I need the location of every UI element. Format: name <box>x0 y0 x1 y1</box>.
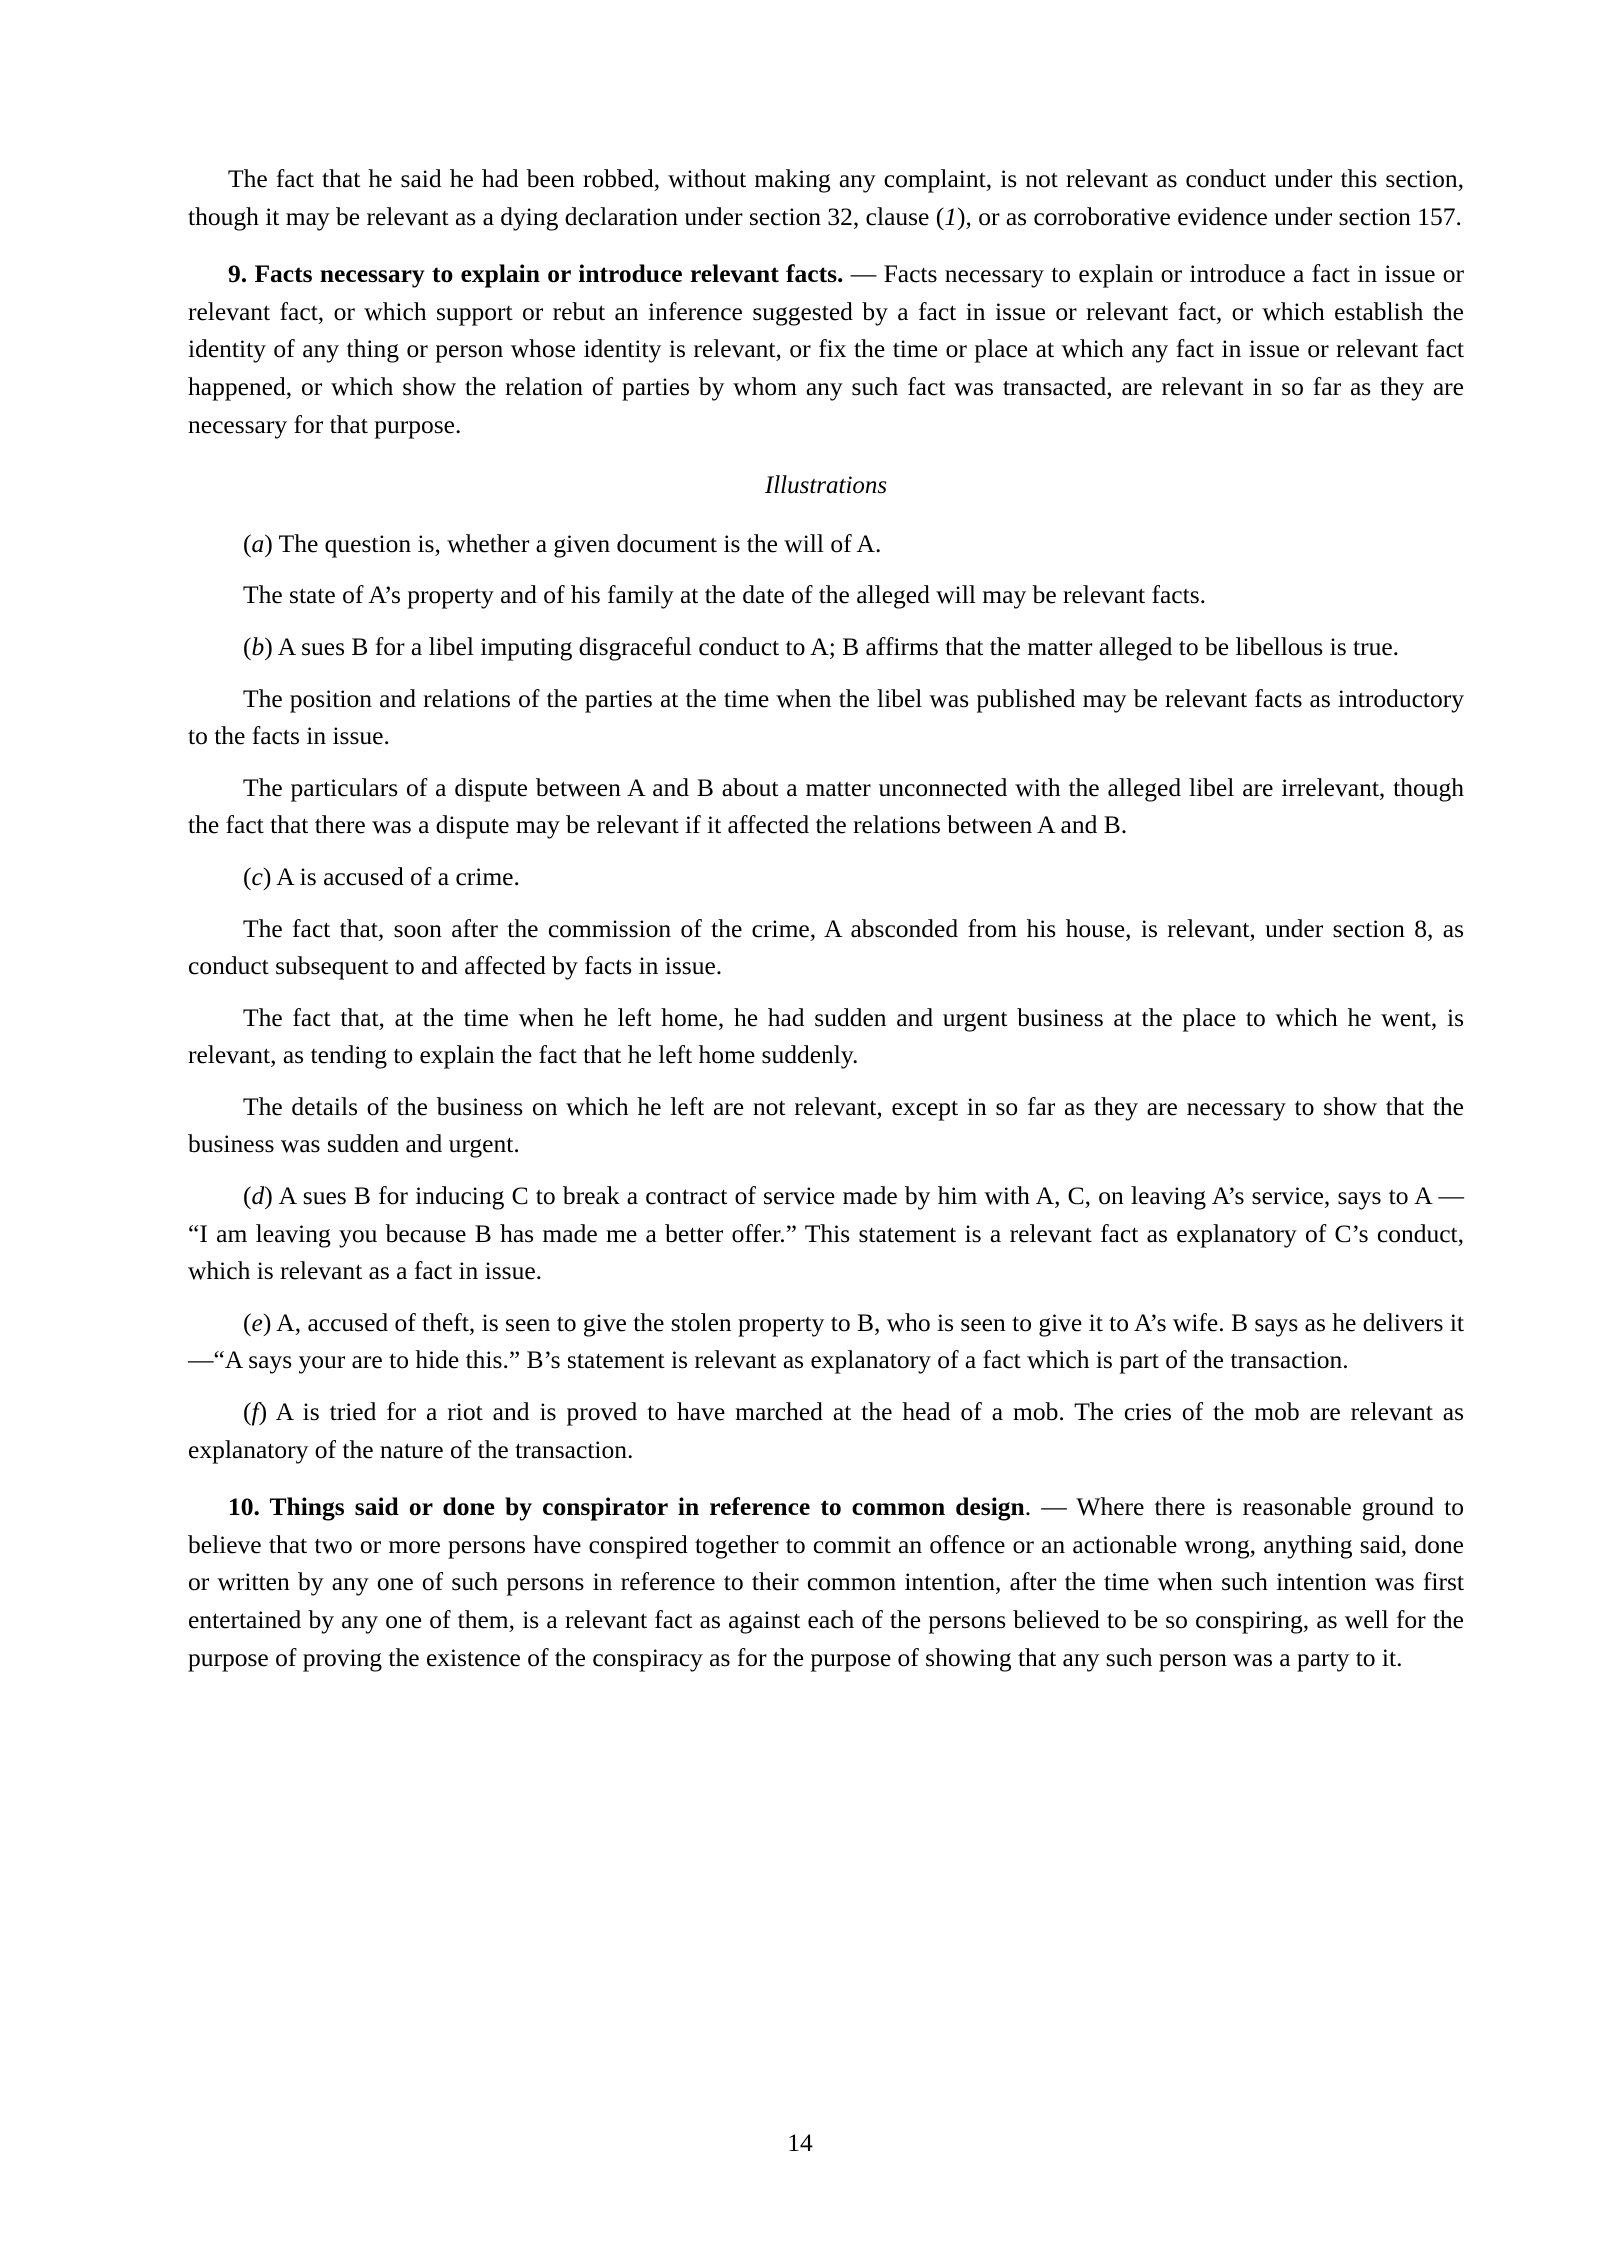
section-9-paragraph <box>188 255 1464 443</box>
conduct-note-text-pre: The fact that he said he had been robbed, without making any complaint, is not relevant as conduct under this section, though it may be relevant as a dying declaration under section 32, clause ( <box>188 164 1464 231</box>
illustration-f-text: A is tried for a riot and is proved to have marched at the head of a mob. The cries of the mob are relevant as explanatory of the nature of the transaction. <box>188 1397 1464 1464</box>
section-10-dash: . — <box>1024 1492 1077 1522</box>
section-10-body: Where there is reasonable ground to believe that two or more persons have conspired together to commit an offence or an actionable wrong, anything said, done or written by any one of such persons in reference to their common intention, after the time when such intention was first entertained by any one of them, is a relevant fact as against each of the persons believed to be so conspiring, as well for the purpose of proving the existence of the conspiracy as for the purpose of showing that any such person was a party to it. <box>188 1492 1464 1672</box>
section-9-dash: — <box>843 259 884 289</box>
illustration-c <box>188 858 1464 896</box>
illustration-a <box>188 525 1464 563</box>
illustration-c-sub-1: The fact that, soon after the commission of the crime, A absconded from his house, is relevant, under section 8, as conduct subsequent to and affected by facts in issue. <box>188 913 1464 981</box>
illustration-e-label: (e) <box>243 1307 272 1337</box>
illustration-c-sub-2: The fact that, at the time when he left home, he had sudden and urgent business at the place to which he went, is relevant, as tending to explain the fact that he left home suddenly. <box>188 1002 1464 1070</box>
illustration-a-label: (a) <box>243 528 273 558</box>
illustration-b-label: (b) <box>243 631 273 661</box>
illustration-e-text: A, accused of theft, is seen to give the stolen property to B, who is seen to give it to A’s wife. B says as he delivers it—“A says your are to hide this.” B’s statement is relevant as explanatory of a fact which is part of the transaction. <box>188 1307 1464 1375</box>
illustration-a-text: The question is, whether a given document is the will of A. <box>272 528 882 558</box>
illustration-b-text: A sues B for a libel imputing disgraceful conduct to A; B affirms that the matter alleged to be libellous is true. <box>272 631 1400 661</box>
page-number: 14 <box>787 2128 813 2157</box>
illustration-c-text: A is accused of a crime. <box>271 861 520 891</box>
illustration-f <box>188 1393 1464 1468</box>
section-10-paragraph <box>188 1488 1464 1676</box>
section-9-body: Facts necessary to explain or introduce a fact in issue or relevant fact, or which support or rebut an inference suggested by a fact in issue or relevant fact, or which establish the identity of any thing or person whose identity is relevant, or fix the time or place at which any fact in issue or relevant fact happened, or which show the relation of parties by whom any such fact was transacted, are relevant in so far as they are necessary for that purpose. <box>188 259 1464 439</box>
illustration-d <box>188 1177 1464 1290</box>
illustration-c-label: (c) <box>243 861 272 891</box>
clause-number-italic: 1 <box>944 201 957 231</box>
illustration-c-sub-3: The details of the business on which he left are not relevant, except in so far as they are necessary to show that the business was sudden and urgent. <box>188 1091 1464 1159</box>
page-content <box>188 160 1464 1689</box>
illustration-d-label: (d) <box>243 1181 273 1211</box>
illustration-b-sub-2: The particulars of a dispute between A and B about a matter unconnected with the alleged libel are irrelevant, though the fact that there was a dispute may be relevant if it affected the relations between A and B. <box>188 772 1464 840</box>
section-9-heading: 9. Facts necessary to explain or introduce relevant facts. <box>228 259 844 289</box>
conduct-note-text-post: ), or as corroborative evidence under section 157. <box>957 201 1462 231</box>
illustration-b-sub-1: The position and relations of the parties at the time when the libel was published may be relevant facts as introductory to the facts in issue. <box>188 683 1464 751</box>
paragraph-conduct-note <box>188 160 1464 235</box>
illustration-d-text: A sues B for inducing C to break a contract of service made by him with A, C, on leaving A’s service, says to A — “I am leaving you because B has made me a better offer.” This statement is a relevant fact as explanatory of C’s conduct, which is relevant as a fact in issue. <box>188 1181 1464 1286</box>
illustrations-heading: Illustrations <box>764 472 888 500</box>
section-10-heading: 10. Things said or done by conspirator in reference to common design <box>228 1492 1025 1522</box>
illustration-e <box>188 1304 1464 1379</box>
illustration-f-label: (f) <box>243 1397 268 1427</box>
illustration-b <box>188 628 1464 666</box>
illustration-a-sub-1: The state of A’s property and of his family at the date of the alleged will may be relevant facts. <box>243 580 1207 610</box>
